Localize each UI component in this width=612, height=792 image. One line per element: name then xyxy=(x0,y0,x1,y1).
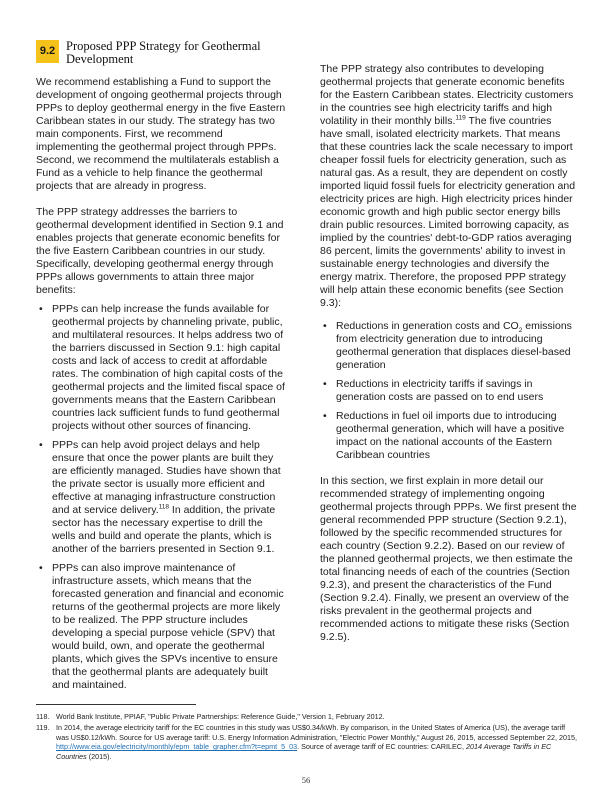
footnote-italic-title: 2014 Average Tariffs in EC Countries xyxy=(56,742,552,761)
footnotes xyxy=(36,712,578,763)
bullet-text-b: emissions from electricity generation due to introducing geothermal generation that displaces diesel-based generation xyxy=(336,320,572,371)
list-item xyxy=(36,562,288,692)
bullet-text-b: In addition, the private sector has the necessary expertise to drill the wells and build and operate the plants, which is another of the barriers presented in Section 9.1. xyxy=(52,504,276,555)
bullet-icon: • xyxy=(39,562,43,574)
footnote-number: 119. xyxy=(36,723,50,733)
list-item xyxy=(36,439,288,556)
bullet-text: Reductions in electricity tariffs if savings in generation costs are passed on to end users xyxy=(336,378,544,403)
page-number: 56 xyxy=(301,775,311,785)
right-column xyxy=(320,63,577,644)
bullet-text-a: PPPs can help avoid project delays and help ensure that once the power plants are built they are efficiently managed. Studies have shown that the private sector is usually more efficient and effective at managing infrastructure construction and at service delivery. xyxy=(52,439,281,516)
bullet-text: Reductions in fuel oil imports due to introducing geothermal generation, which will have a positive impact on the national accounts of the Eastern Caribbean countries xyxy=(336,410,565,461)
paragraph-text-a: The PPP strategy also contributes to developing geothermal projects that generate economic benefits for the Eastern Caribbean states. Electricity customers in the countries see high electricity tariffs and high volatility in their monthly bills. xyxy=(320,63,574,127)
benefits-list xyxy=(36,303,288,692)
list-item xyxy=(36,303,288,433)
subscript-2: 2 xyxy=(518,327,523,335)
bullet-icon: • xyxy=(323,320,327,332)
left-column xyxy=(36,76,288,692)
footnote-text: World Bank Institute, PPIAF, "Public Private Partnerships: Reference Guide," Version 1, February 2012. xyxy=(56,712,385,721)
left-paragraph-1: We recommend establishing a Fund to support the development of ongoing geothermal projects through PPPs to deploy geothermal energy in the five Eastern Caribbean states in our study. The strategy has two main components. First, we recommend implementing the geothermal project through PPPs. Second, we recommend the multilaterals establish a Fund as a vehicle to help finance the geothermal projects that are already in progress. xyxy=(36,76,286,192)
bullet-icon: • xyxy=(323,410,327,422)
bullet-text: PPPs can also improve maintenance of infrastructure assets, which means that the forecasted generation and financial and economic returns of the geothermal projects are more likely to be realized. The PPP structure includes developing a special purpose vehicle (SPV) that would build, own, and operate the geothermal plants, which gives the SPVs incentive to ensure that the geothermal plants are adequately built and maintained. xyxy=(52,562,284,691)
eia-link[interactable]: http://www.eia.gov/electricity/monthly/epm_table_grapher.cfm?t=epmt_5_03 xyxy=(56,742,298,752)
left-paragraph-2: The PPP strategy addresses the barriers to geothermal development identified in Section 9.1 and enables projects that generate economic benefits for the five Eastern Caribbean countries in our study. Specifically, developing geothermal energy through PPPs allows governments to attain three major benefits: xyxy=(36,206,284,296)
bullet-text: PPPs can help increase the funds available for geothermal projects by channeling private, public, and multilateral resources. It helps address two of the barriers discussed in Section 9.1: high capital costs and lack of access to credit at affordable rates. The combination of high capital costs of the geothermal projects and the limited fiscal space of governments means that the Eastern Caribbean countries lack sufficient funds to fund geothermal projects without other sources of financing. xyxy=(52,303,285,432)
paragraph-text-b: The five countries have small, isolated electricity markets. That means that these countries lack the scale necessary to import cheaper fossil fuels for electricity generation, such as natural gas. As a result, they are dependent on costly imported liquid fossil fuels for electricity generation and electricity prices are high. High electricity prices hinder economic growth and high public sector energy bills drain public resources. Limited borrowing capacity, as implied by the countries' debt-to-GDP ratios averaging 86 percent, limits the governments' ability to invest in sustainable energy technologies and diversify the energy matrix. Therefore, the proposed PPP strategy will help attain these economic benefits (see Section 9.3): xyxy=(320,115,576,309)
footnote-number: 118. xyxy=(36,712,50,721)
footnote-text-b: . Source of average tariff of EC countries: CARILEC, xyxy=(297,742,466,752)
bullet-text-a: Reductions in generation costs and CO xyxy=(336,320,519,332)
footnote-text-a: In 2014, the average electricity tariff for the EC countries in this study was US$0.34/kWh. By comparison, in the United States of America (US), the average tariff was US$0.12/kWh. Source for US average tariff: U.S. Energy Information Administration, "Electric Power Monthly," August 26, 2015, accessed September 22, 2015, xyxy=(56,723,577,742)
right-paragraph-1 xyxy=(320,63,577,310)
footnote-divider xyxy=(36,704,196,705)
section-title-line1: Proposed PPP Strategy for Geothermal xyxy=(66,39,261,53)
bullet-icon: • xyxy=(39,303,43,315)
list-item xyxy=(320,378,577,404)
list-item xyxy=(320,320,577,372)
section-title-line2: Development xyxy=(66,52,134,66)
right-paragraph-2: In this section, we first explain in more detail our recommended strategy of implementing ongoing geothermal projects through PPPs. We first present the general recommended PPP structure (Section 9.2.1), followed by the specific recommended structures for each country (Section 9.2.2). Based on our review of the planned geothermal projects, we then estimate the total financing needs of each of the countries (Section 9.2.3), and present the characteristics of the Fund (Section 9.2.4). Finally, we present an overview of the risks prevalent in the geothermal projects and recommended actions to mitigate these risks (Section 9.2.5). xyxy=(320,475,577,643)
section-number-badge: 9.2 xyxy=(36,40,59,63)
footnote-text-c: (2015). xyxy=(86,751,112,761)
section-title xyxy=(66,40,306,66)
footnote-118 xyxy=(36,712,578,721)
footnote-ref-118[interactable]: 118 xyxy=(158,503,169,511)
bullet-icon: • xyxy=(39,439,43,451)
economic-benefits-list xyxy=(320,320,577,462)
footnote-ref-119[interactable]: 119 xyxy=(455,114,466,122)
footnote-119 xyxy=(36,723,578,761)
bullet-icon: • xyxy=(323,378,327,390)
list-item xyxy=(320,410,577,462)
